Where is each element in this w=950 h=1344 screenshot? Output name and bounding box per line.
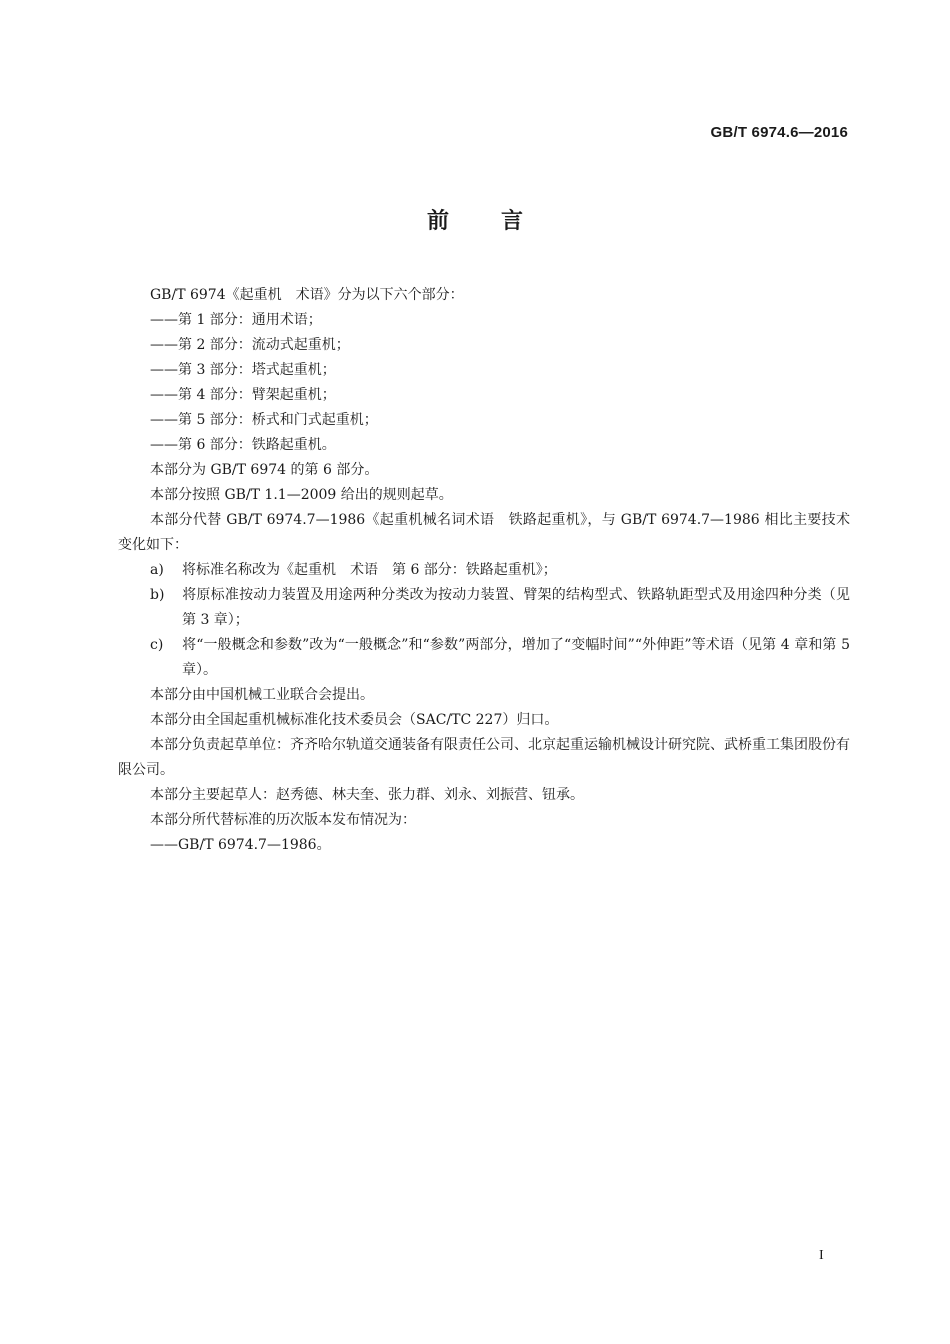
part-item: ——第 4 部分：臂架起重机； [150,387,336,403]
drafting-units-paragraph: 本部分负责起草单位：齐齐哈尔轨道交通装备有限责任公司、北京起重运输机械设计研究院、武桥重工集团股份有限公司。 [118,737,850,778]
parts-list [118,308,850,458]
is-part-paragraph: 本部分为 GB/T 6974 的第 6 部分。 [150,462,379,478]
list-marker: a) [150,562,164,578]
replaces-paragraph: 本部分代替 GB/T 6974.7—1986《起重机械名词术语 铁路起重机》，与 GB/T 6974.7—1986 相比主要技术变化如下： [118,512,850,553]
change-text: 将标准名称改为《起重机 术语 第 6 部分：铁路起重机》； [182,562,557,578]
change-item [118,558,850,583]
part-item: ——第 3 部分：塔式起重机； [150,362,336,378]
managed-by-paragraph: 本部分由全国起重机械标准化技术委员会（SAC/TC 227）归口。 [150,712,559,728]
part-item: ——第 2 部分：流动式起重机； [150,337,350,353]
changes-list [118,558,850,683]
change-text: 将原标准按动力装置及用途两种分类改为按动力装置、臂架的结构型式、铁路轨距型式及用途四种分类（见第 3 章）； [182,587,850,628]
change-item [118,583,850,633]
history-intro-paragraph: 本部分所代替标准的历次版本发布情况为： [150,812,416,828]
part-item: ——第 5 部分：桥式和门式起重机； [150,412,378,428]
drafting-rules-paragraph: 本部分按照 GB/T 1.1—2009 给出的规则起草。 [150,487,453,503]
history-item: ——GB/T 6974.7—1986。 [150,837,331,853]
part-item: ——第 1 部分：通用术语； [150,312,322,328]
list-marker: c) [150,637,164,653]
foreword-body [118,283,850,858]
intro-paragraph: GB/T 6974《起重机 术语》分为以下六个部分： [150,287,464,303]
change-item [118,633,850,683]
change-text: 将“一般概念和参数”改为“一般概念”和“参数”两部分，增加了“变幅时间”“外伸距”等术语（见第 4 章和第 5 章）。 [182,637,850,678]
standard-code: GB/T 6974.6—2016 [710,124,848,141]
page-number: I [819,1248,824,1263]
list-marker: b) [150,587,165,603]
drafters-paragraph: 本部分主要起草人：赵秀德、林夫奎、张力群、刘永、刘振营、钮承。 [150,787,584,803]
part-item: ——第 6 部分：铁路起重机。 [150,437,336,453]
proposed-by-paragraph: 本部分由中国机械工业联合会提出。 [150,687,374,703]
page-title: 前言 [426,209,575,234]
